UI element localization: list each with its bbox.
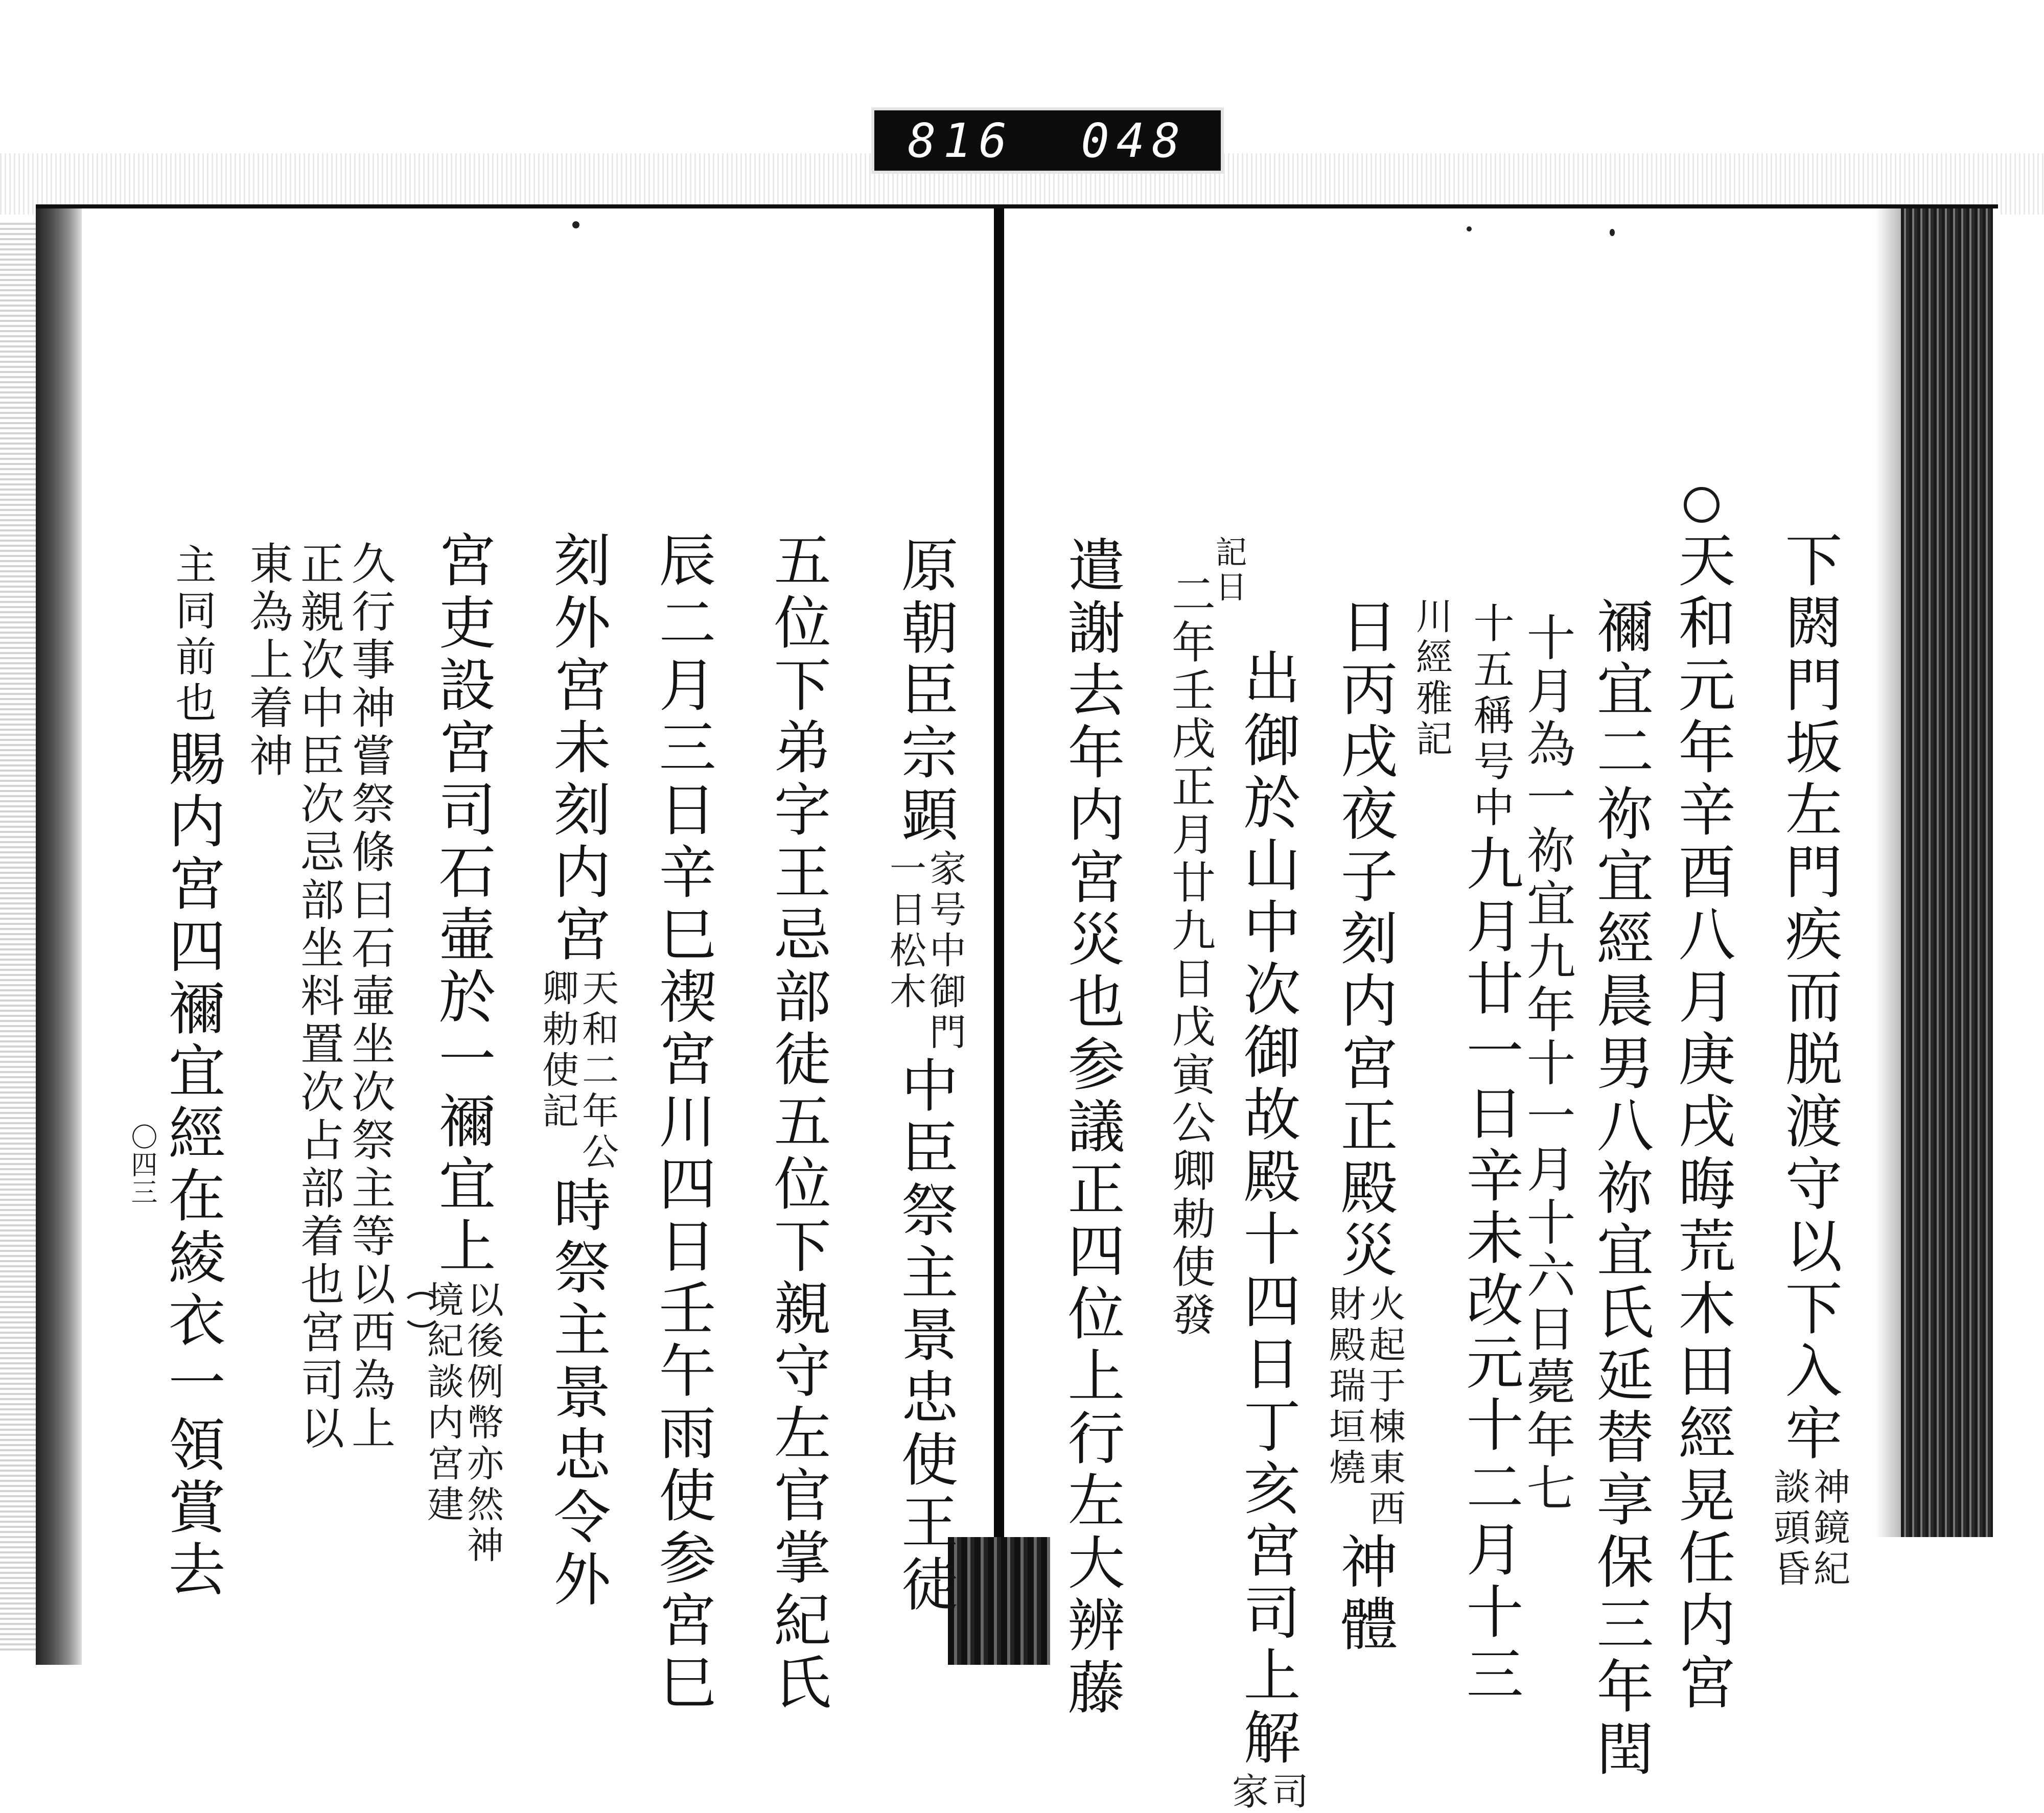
text-column [1457, 602, 1523, 1707]
column-text: 十五稱号中 [1467, 602, 1514, 832]
column-note [1323, 1285, 1406, 1530]
column-text: 原朝臣宗顕 [892, 536, 958, 847]
text-column: 東為上着神 [242, 541, 293, 781]
text-column [1768, 530, 1850, 1590]
bracket-mark [401, 1292, 442, 1328]
frame-number-left: 816 [908, 113, 1014, 168]
note-line: 卿勅使記 [536, 969, 579, 1132]
right-page [1004, 208, 1893, 1813]
note-line: 家 [1226, 1772, 1269, 1813]
column-note [1768, 1468, 1850, 1590]
column-text: 五位下弟字王忌部徒五位下親守左官掌紀氏 [764, 530, 831, 1715]
column-note [1226, 1772, 1309, 1813]
text-column [536, 530, 619, 1612]
text-column [884, 536, 966, 1617]
text-column [1058, 536, 1125, 1720]
open-book [36, 204, 1998, 1813]
ink-speck [1467, 226, 1472, 231]
frame-number-right: 048 [1081, 113, 1188, 168]
column-text: 天和元年辛酉八月庚戌晦荒木田經晃任内宮 [1669, 530, 1735, 1715]
column-text: 宮吏設宮司石壷於一禰宜上 [429, 530, 496, 1279]
text-column: 十月為一祢宜九年十一月十六日薨年七 [1519, 612, 1576, 1516]
column-note [884, 849, 966, 1054]
column-text: 遣謝去年内宮災也参議正四位上行左大辨藤 [1058, 536, 1125, 1720]
microfilm-frame-label [871, 107, 1224, 174]
text-column [1226, 648, 1309, 1813]
column-text-continued: 時祭主景忠令外 [544, 1175, 611, 1612]
note-line: 境紀談内宮建 [421, 1281, 464, 1526]
column-text: 辰二月三日辛巳禊宮川四日壬午雨使参宮巳 [649, 530, 716, 1715]
margin-annotation: 記日 [1210, 536, 1247, 605]
text-column: 二年壬戌正月廿九日戊寅公卿勅使發 [1164, 571, 1215, 1340]
text-column: 久行事神嘗祭條曰石壷坐次祭主等以西為上 [344, 541, 395, 1453]
note-line: 司 [1266, 1772, 1309, 1813]
note-line: 神鏡紀 [1807, 1468, 1850, 1590]
text-column [421, 530, 504, 1567]
text-column: 川經雅記 [1410, 597, 1453, 760]
column-text: 刻外宮未刻内宮 [544, 530, 611, 967]
note-line: 家号中御門 [923, 849, 966, 1054]
text-column [764, 530, 831, 1715]
note-line: 一日松木 [884, 849, 926, 1013]
text-column [1587, 597, 1654, 1781]
column-text: 禰宜二祢宜經晨男八祢宜氏延替享保三年閏 [1587, 597, 1654, 1781]
ink-speck [1610, 229, 1615, 236]
left-page [82, 208, 994, 1715]
column-text-continued: 賜内宮四禰宜經在綾衣一領賞去 [159, 729, 225, 1602]
column-text: 主同前也 [169, 543, 216, 727]
column-text-continued: 中臣祭主景忠使王徒 [892, 1056, 958, 1617]
book-gutter [994, 208, 1004, 1639]
column-text: 出御於山中次御故殿十四日丁亥宮司上解 [1234, 648, 1300, 1770]
column-text-continued: 九月廿一日辛未改元十二月十三 [1457, 834, 1523, 1707]
ink-speck [572, 221, 579, 228]
text-column [1323, 597, 1406, 1657]
book-right-edge [1901, 208, 1993, 1537]
text-column [649, 530, 716, 1715]
column-text-continued: 神體 [1331, 1532, 1398, 1657]
note-line: 以後例幣亦然神 [461, 1281, 504, 1567]
text-column [159, 543, 225, 1602]
text-column [1669, 530, 1735, 1715]
column-text: 下閼門坂左門疾而脱渡守以下入牢 [1776, 530, 1842, 1466]
note-line: 談頭昏 [1768, 1468, 1810, 1590]
note-line: 財殿瑞垣燒 [1323, 1285, 1366, 1489]
book-left-edge [36, 208, 82, 1665]
column-note [421, 1281, 504, 1567]
text-column: 正親次中臣次忌部坐料置次占部着也宮司以 [293, 541, 344, 1453]
circle-mark [1684, 487, 1720, 523]
note-line: 火起于棟東西 [1363, 1285, 1406, 1530]
column-text: 日丙戌夜子刻内宮正殿災 [1331, 597, 1398, 1283]
column-note [536, 969, 619, 1173]
note-line: 天和二年公 [576, 969, 619, 1173]
folio-number: 〇四三 [126, 1123, 157, 1206]
